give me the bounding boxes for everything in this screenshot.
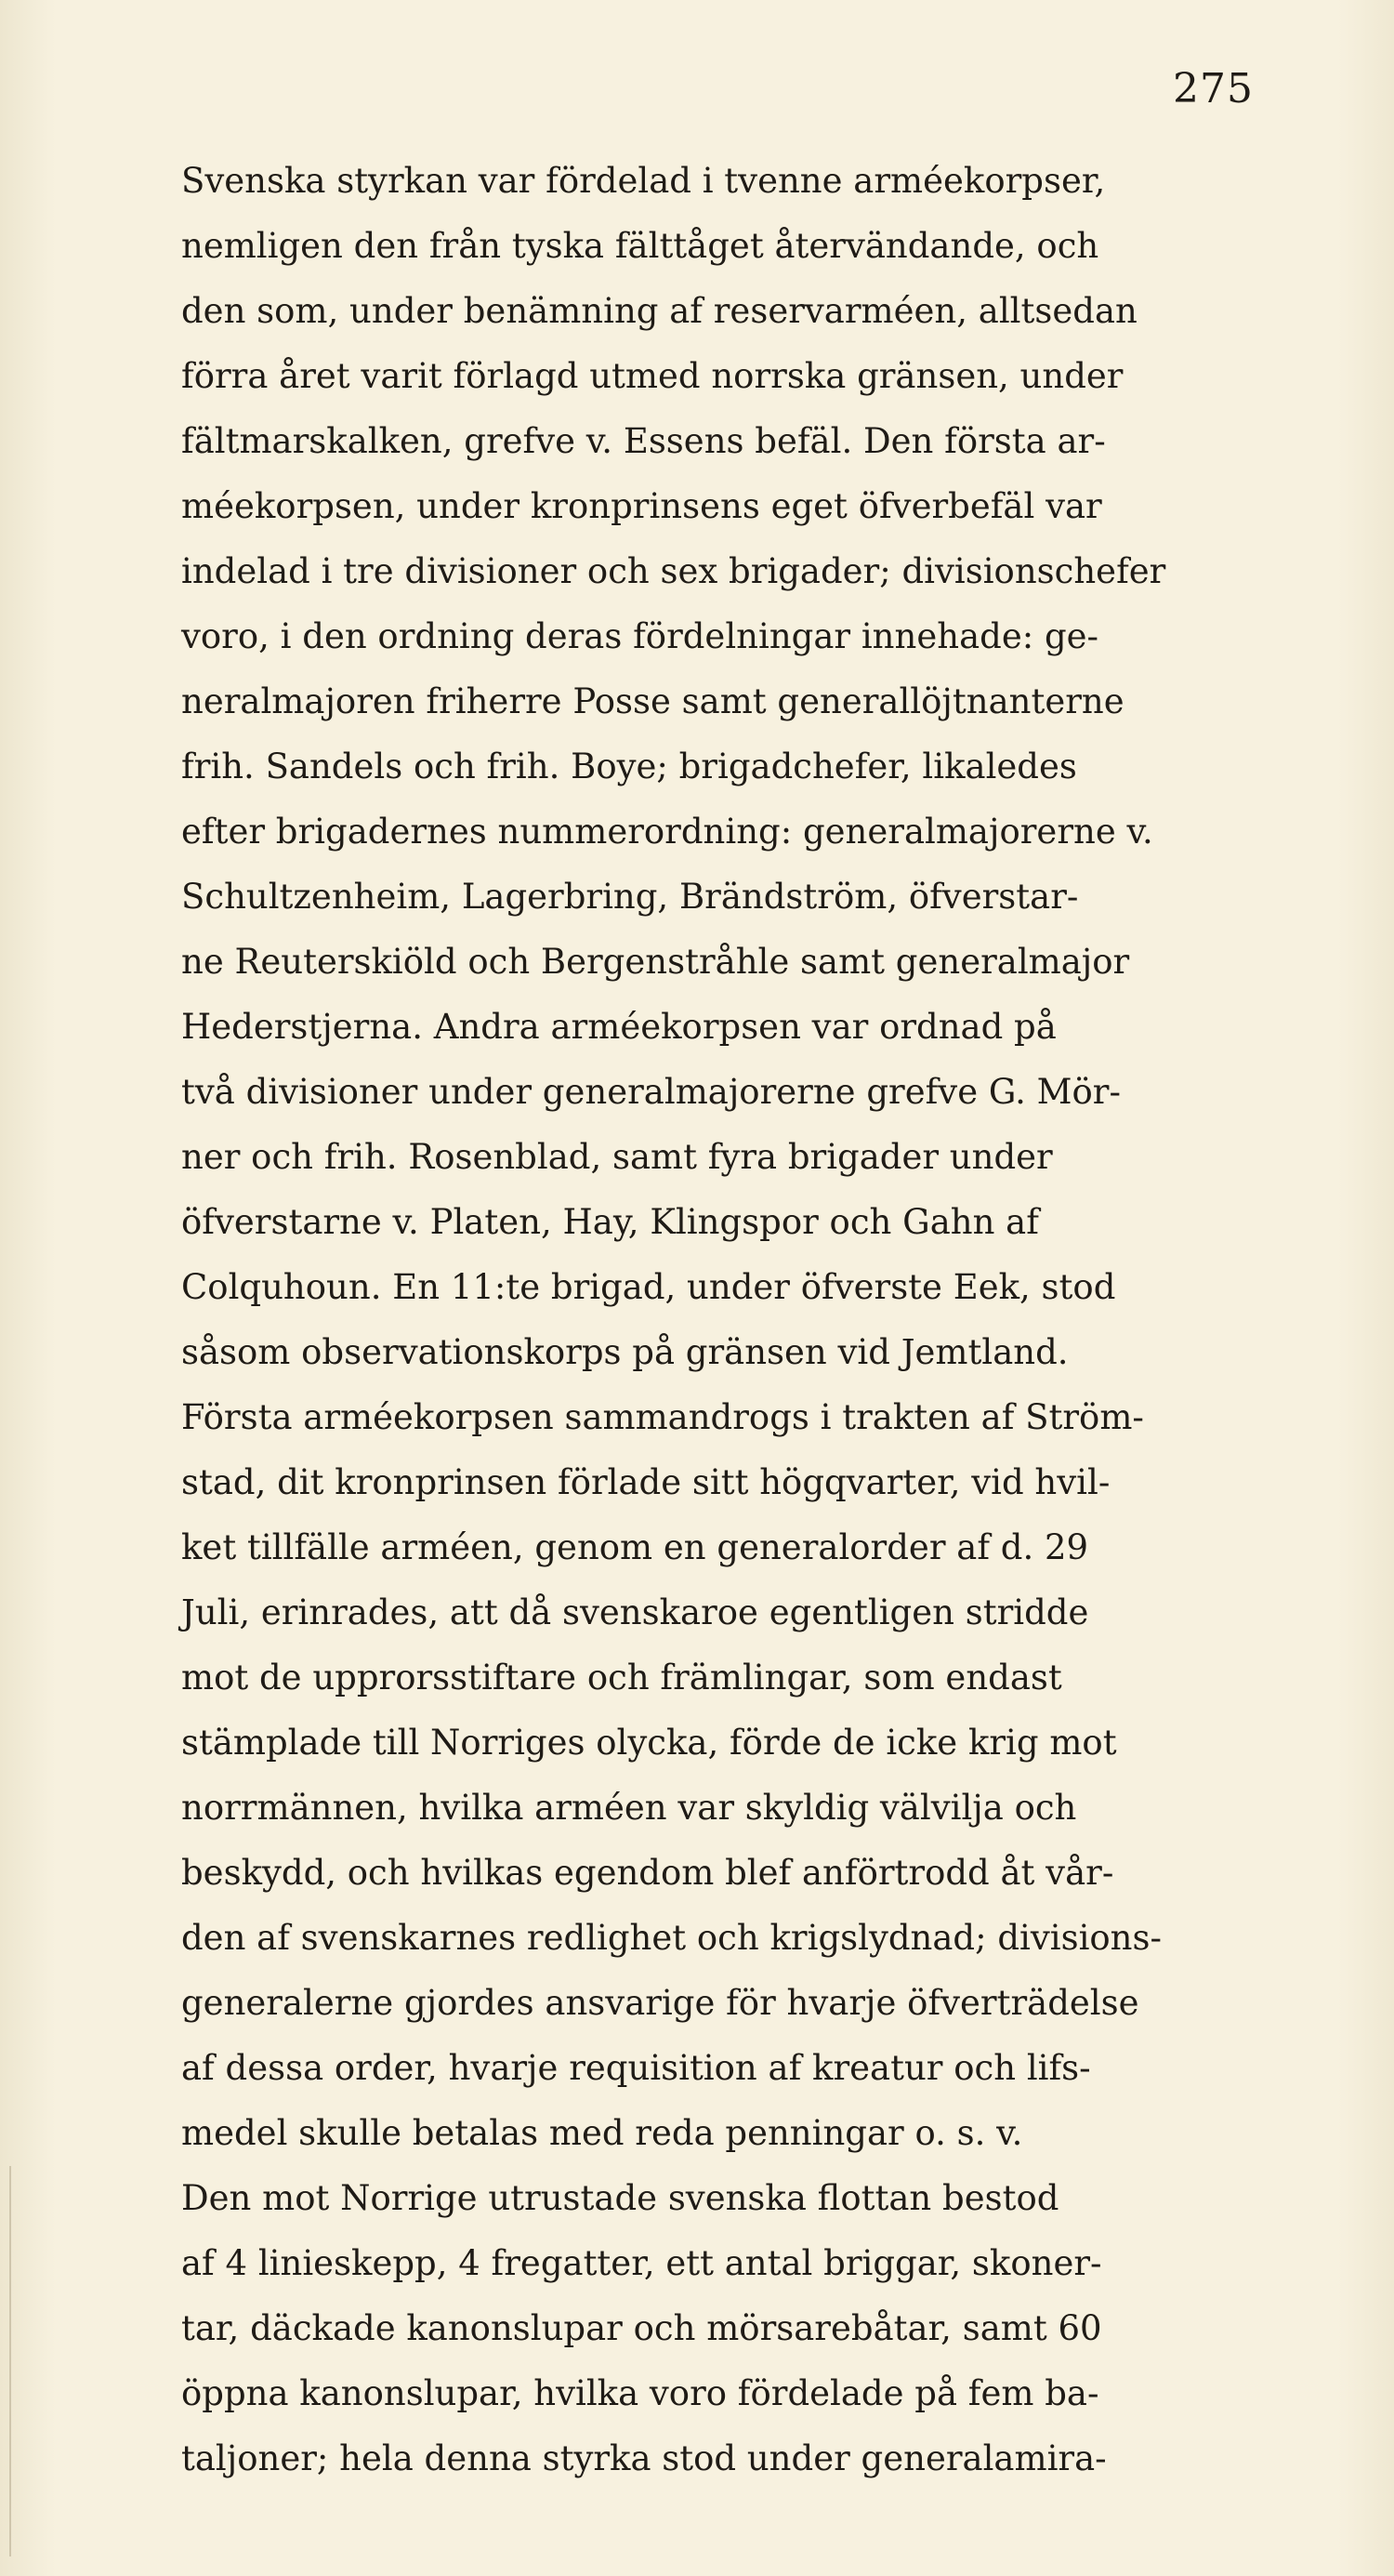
text-line: beskydd, och hvilkas egendom blef anförtrodd åt vår-: [181, 1853, 1114, 1893]
body-text: [181, 149, 1301, 2491]
text-line: ner och frih. Rosenblad, samt fyra brigader under: [181, 1137, 1053, 1177]
page-number: 275: [1173, 65, 1254, 112]
text-line: neralmajoren friherre Posse samt generallöjtnanterne: [181, 681, 1124, 721]
text-line: generalerne gjordes ansvarige för hvarje öfverträdelse: [181, 1983, 1139, 2023]
text-line: medel skulle betalas med reda penningar o. s. v.: [181, 2113, 1023, 2153]
text-line: Första arméekorpsen sammandrogs i trakten af Ström-: [181, 1397, 1144, 1437]
text-line: stämplade till Norriges olycka, förde de icke krig mot: [181, 1723, 1117, 1763]
text-line: fältmarskalken, grefve v. Essens befäl. Den första ar-: [181, 421, 1106, 461]
text-line: taljoner; hela denna styrka stod under generalamira-: [181, 2438, 1107, 2478]
text-line: frih. Sandels och frih. Boye; brigadchefer, likaledes: [181, 746, 1077, 786]
text-line: tar, däckade kanonslupar och mörsarebåtar, samt 60: [181, 2308, 1102, 2348]
text-line: stad, dit kronprinsen förlade sitt högqvarter, vid hvil-: [181, 1462, 1111, 1502]
text-line: den af svenskarnes redlighet och krigslydnad; divisions-: [181, 1918, 1163, 1958]
text-line: norrmännen, hvilka arméen var skyldig välvilja och: [181, 1788, 1077, 1828]
text-line: mot de upprorsstiftare och främlingar, som endast: [181, 1658, 1062, 1698]
text-line: ket tillfälle arméen, genom en generalorder af d. 29: [181, 1527, 1089, 1567]
text-line: den som, under benämning af reservarméen, alltsedan: [181, 291, 1138, 331]
text-line: Schultzenheim, Lagerbring, Brändström, öfverstar-: [181, 877, 1079, 917]
text-line: méekorpsen, under kronprinsens eget öfverbefäl var: [181, 486, 1102, 526]
text-line: ne Reuterskiöld och Bergenstråhle samt generalmajor: [181, 942, 1130, 982]
page-edge-line: [9, 2166, 11, 2556]
text-line: såsom observationskorps på gränsen vid Jemtland.: [181, 1332, 1069, 1372]
text-line: indelad i tre divisioner och sex brigader; divisionschefer: [181, 551, 1166, 591]
text-line: efter brigadernes nummerordning: generalmajorerne v.: [181, 812, 1153, 852]
text-line: nemligen den från tyska fälttåget återvändande, och: [181, 226, 1099, 266]
text-line: af dessa order, hvarje requisition af kreatur och lifs-: [181, 2048, 1091, 2088]
text-line: öfverstarne v. Platen, Hay, Klingspor och Gahn af: [181, 1202, 1039, 1242]
text-line: Den mot Norrige utrustade svenska flottan bestod: [181, 2178, 1059, 2218]
text-line: af 4 linieskepp, 4 fregatter, ett antal briggar, skoner-: [181, 2243, 1102, 2283]
text-line: Colquhoun. En 11:te brigad, under öfverste Eek, stod: [181, 1267, 1116, 1307]
text-line: två divisioner under generalmajorerne grefve G. Mör-: [181, 1072, 1121, 1112]
text-line: voro, i den ordning deras fördelningar innehade: ge-: [181, 616, 1099, 656]
text-line: Hederstjerna. Andra arméekorpsen var ordnad på: [181, 1007, 1057, 1047]
text-line: förra året varit förlagd utmed norrska gränsen, under: [181, 356, 1124, 396]
text-line: öppna kanonslupar, hvilka voro fördelade på fem ba-: [181, 2373, 1099, 2413]
text-line: Svenska styrkan var fördelad i tvenne arméekorpser,: [181, 161, 1106, 201]
text-line: Juli, erinrades, att då svenskaroe egentligen stridde: [181, 1592, 1089, 1632]
